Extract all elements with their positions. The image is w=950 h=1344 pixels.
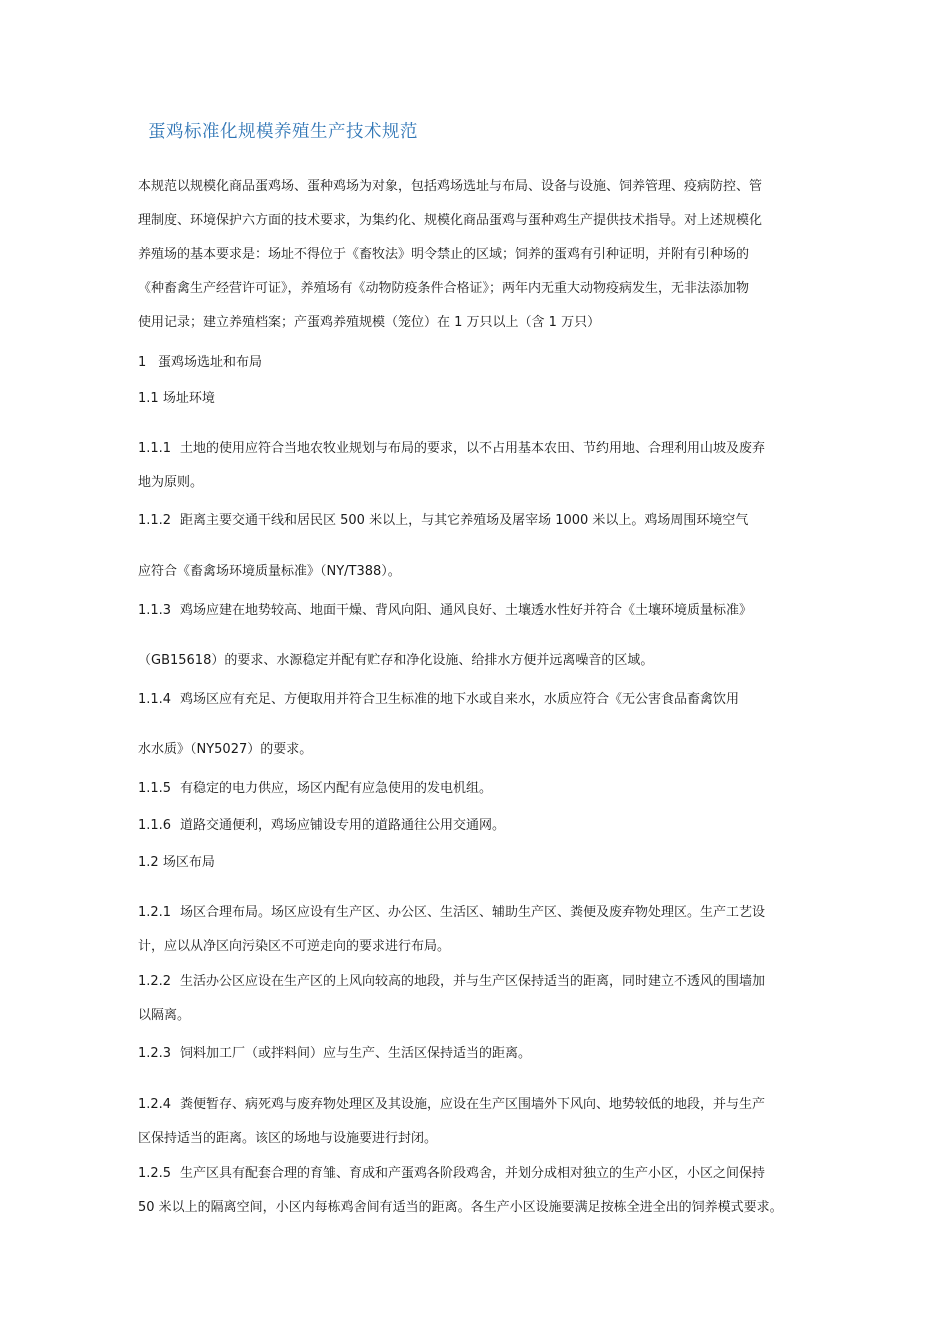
item-text: 距离主要交通干线和居民区 500 米以上，与其它养殖场及屠宰场 1000 米以上。鸡场周围环境空气	[180, 513, 749, 528]
item-number: 1.1.1	[138, 441, 172, 456]
item-1-2-4	[138, 1097, 765, 1113]
item-1-2-1-cont: 计，应以从净区向污染区不可逆走向的要求进行布局。	[138, 939, 451, 954]
item-number: 1.2.4	[138, 1097, 172, 1112]
section-title: 蛋鸡场选址和布局	[158, 355, 263, 370]
item-1-1-4-cont: 水水质》（NY5027）的要求。	[138, 742, 313, 757]
item-text: 生活办公区应设在生产区的上风向较高的地段，并与生产区保持适当的距离，同时建立不透风的围墙加	[180, 974, 766, 989]
item-text: 粪便暂存、病死鸡与废弃物处理区及其设施，应设在生产区围墙外下风向、地势较低的地段，并与生产	[180, 1097, 766, 1112]
item-number: 1.1.5	[138, 781, 172, 796]
item-text: 土地的使用应符合当地农牧业规划与布局的要求，以不占用基本农田、节约用地、合理利用山坡及废弃	[180, 441, 766, 456]
item-text: 鸡场区应有充足、方便取用并符合卫生标准的地下水或自来水，水质应符合《无公害食品畜禽饮用	[180, 692, 740, 707]
item-1-1-3-cont: （GB15618）的要求、水源稳定并配有贮存和净化设施、给排水方便并远离噪音的区域。	[138, 653, 654, 668]
item-text: 道路交通便利，鸡场应铺设专用的道路通往公用交通网。	[180, 818, 506, 833]
item-number: 1.2.5	[138, 1166, 172, 1181]
intro-line-3: 养殖场的基本要求是：场址不得位于《畜牧法》明令禁止的区域；饲养的蛋鸡有引种证明，并附有引种场的	[138, 247, 750, 262]
item-number: 1.2.2	[138, 974, 172, 989]
item-1-2-1	[138, 905, 765, 921]
intro-line-2: 理制度、环境保护六方面的技术要求，为集约化、规模化商品蛋鸡与蛋种鸡生产提供技术指导。对上述规模化	[138, 213, 763, 228]
item-number: 1.2.3	[138, 1046, 172, 1061]
item-1-1-1	[138, 441, 765, 457]
section-title: 场区布局	[162, 855, 215, 870]
section-number: 1.1	[138, 391, 159, 406]
item-number: 1.2.1	[138, 905, 172, 920]
item-1-2-2-cont: 以隔离。	[138, 1008, 191, 1023]
intro-line-4: 《种畜禽生产经营许可证》，养殖场有《动物防疫条件合格证》；两年内无重大动物疫病发生，无非法添加物	[138, 281, 750, 296]
item-number: 1.1.6	[138, 818, 172, 833]
item-1-1-5	[138, 781, 492, 797]
item-1-1-3	[138, 603, 752, 619]
item-text: 生产区具有配套合理的育雏、育成和产蛋鸡各阶段鸡舍，并划分成相对独立的生产小区，小区之间保持	[180, 1166, 766, 1181]
document-title: 蛋鸡标准化规模养殖生产技术规范	[148, 122, 418, 142]
section-title: 场址环境	[162, 391, 215, 406]
item-1-2-3	[138, 1046, 531, 1062]
subsection-1-2-heading	[138, 855, 215, 871]
item-1-1-4	[138, 692, 739, 708]
section-1-heading	[138, 355, 262, 371]
section-number: 1.2	[138, 855, 159, 870]
item-1-1-2-cont: 应符合《畜禽场环境质量标准》（NY/T388）。	[138, 564, 401, 579]
item-text: 有稳定的电力供应，场区内配有应急使用的发电机组。	[180, 781, 493, 796]
item-1-1-1-cont: 地为原则。	[138, 475, 204, 490]
item-1-2-4-cont: 区保持适当的距离。该区的场地与设施要进行封闭。	[138, 1131, 438, 1146]
item-text: 场区合理布局。场区应设有生产区、办公区、生活区、辅助生产区、粪便及废弃物处理区。生产工艺设	[180, 905, 766, 920]
item-1-1-2	[138, 513, 748, 529]
item-text: 饲料加工厂（或拌料间）应与生产、生活区保持适当的距离。	[180, 1046, 532, 1061]
item-1-2-5	[138, 1166, 765, 1182]
item-1-2-5-cont: 50 米以上的隔离空间，小区内每栋鸡舍间有适当的距离。各生产小区设施要满足按栋全进全出的饲养模式要求。	[138, 1200, 783, 1215]
item-1-1-6	[138, 818, 505, 834]
intro-line-1: 本规范以规模化商品蛋鸡场、蛋种鸡场为对象，包括鸡场选址与布局、设备与设施、饲养管理、疫病防控、管	[138, 179, 763, 194]
intro-line-5: 使用记录；建立养殖档案；产蛋鸡养殖规模（笼位）在 1 万只以上（含 1 万只）	[138, 315, 601, 330]
item-text: 鸡场应建在地势较高、地面干燥、背风向阳、通风良好、土壤透水性好并符合《土壤环境质量标准》	[180, 603, 753, 618]
item-number: 1.1.4	[138, 692, 172, 707]
item-1-2-2	[138, 974, 765, 990]
section-number: 1	[138, 355, 147, 370]
item-number: 1.1.2	[138, 513, 172, 528]
item-number: 1.1.3	[138, 603, 172, 618]
subsection-1-1-heading	[138, 391, 215, 407]
